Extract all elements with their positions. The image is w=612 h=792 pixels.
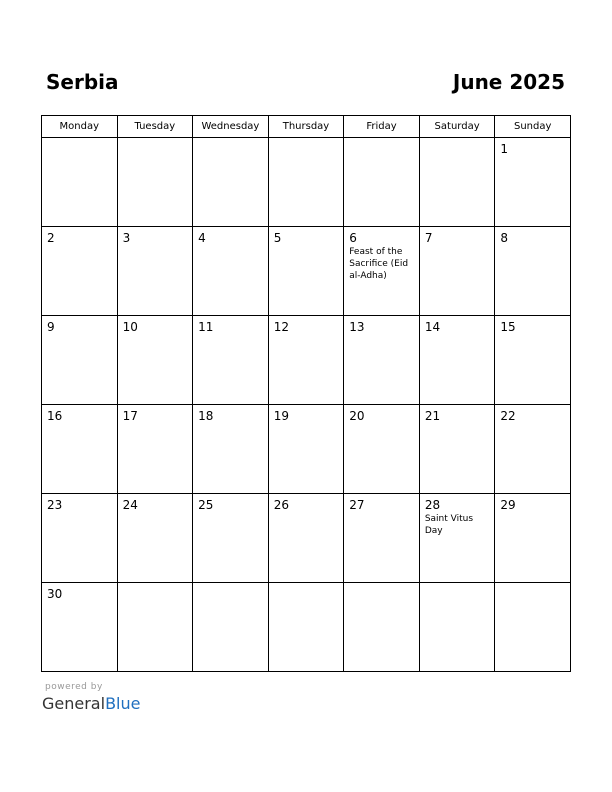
day-cell [344, 405, 420, 494]
country-title: Serbia [46, 70, 119, 94]
day-number: 21 [424, 409, 441, 423]
day-number: 17 [122, 409, 138, 423]
day-cell [419, 405, 495, 494]
week-row [42, 316, 571, 405]
day-cell [495, 316, 571, 405]
day-cell [419, 494, 495, 583]
day-cell [117, 405, 193, 494]
day-cell [117, 583, 193, 672]
day-number: 6 [349, 231, 357, 245]
weekday-tuesday: Tuesday [117, 116, 193, 138]
brand-blue-text: Blue [105, 694, 141, 713]
powered-by-label: powered by [45, 682, 103, 692]
day-cell [495, 138, 571, 227]
day-number: 13 [349, 320, 365, 334]
day-number: 27 [349, 498, 365, 512]
day-cell [42, 138, 118, 227]
month-title: June 2025 [452, 70, 565, 94]
day-cell [193, 316, 269, 405]
day-cell [419, 583, 495, 672]
weekday-header-row [42, 116, 571, 138]
holiday-label: Feast of the Sacrifice (Eid al-Adha) [349, 247, 409, 281]
day-number: 1 [500, 142, 509, 156]
day-number: 23 [47, 498, 63, 512]
day-number: 14 [424, 320, 441, 334]
generalblue-logo[interactable] [42, 694, 140, 713]
day-number: 12 [273, 320, 289, 334]
day-number: 10 [122, 320, 138, 334]
day-number: 30 [47, 587, 63, 601]
day-cell [495, 494, 571, 583]
day-cell [193, 405, 269, 494]
day-cell [495, 405, 571, 494]
day-number: 28 [424, 498, 441, 512]
day-number: 8 [500, 231, 509, 245]
day-cell [42, 316, 118, 405]
day-cell [117, 227, 193, 316]
week-row [42, 494, 571, 583]
weekday-monday: Monday [42, 116, 118, 138]
holiday-label: Saint Vitus Day [424, 514, 474, 536]
day-cell [495, 583, 571, 672]
week-row [42, 583, 571, 672]
day-number: 24 [122, 498, 138, 512]
day-cell [268, 138, 344, 227]
weekday-saturday: Saturday [419, 116, 495, 138]
day-number: 18 [198, 409, 214, 423]
day-number: 15 [500, 320, 516, 334]
day-number: 9 [47, 320, 55, 334]
day-number: 4 [198, 231, 206, 245]
day-cell [419, 227, 495, 316]
week-row [42, 405, 571, 494]
day-number: 3 [122, 231, 131, 245]
day-number: 19 [273, 409, 289, 423]
day-cell [42, 494, 118, 583]
day-number: 5 [273, 231, 282, 245]
day-cell [42, 583, 118, 672]
day-number: 16 [47, 409, 63, 423]
day-cell [268, 494, 344, 583]
day-number: 25 [198, 498, 214, 512]
day-number: 26 [273, 498, 289, 512]
day-cell [193, 583, 269, 672]
day-cell [268, 583, 344, 672]
day-cell [344, 316, 420, 405]
day-cell [193, 138, 269, 227]
calendar-grid [41, 115, 571, 672]
day-cell [117, 316, 193, 405]
day-cell [344, 494, 420, 583]
brand-general-text: General [42, 694, 106, 713]
weekday-wednesday: Wednesday [193, 116, 269, 138]
weekday-thursday: Thursday [268, 116, 344, 138]
day-cell [193, 227, 269, 316]
day-number: 11 [198, 320, 214, 334]
day-cell [268, 227, 344, 316]
day-cell [193, 494, 269, 583]
day-cell [344, 583, 420, 672]
day-number: 2 [47, 231, 55, 245]
day-cell [42, 405, 118, 494]
day-number: 7 [424, 231, 433, 245]
week-row [42, 227, 571, 316]
day-cell [117, 494, 193, 583]
day-cell [419, 138, 495, 227]
weekday-friday: Friday [344, 116, 420, 138]
day-cell [117, 138, 193, 227]
day-cell [268, 316, 344, 405]
day-cell [344, 227, 420, 316]
day-number: 22 [500, 409, 516, 423]
day-cell [344, 138, 420, 227]
day-cell [419, 316, 495, 405]
day-number: 20 [349, 409, 365, 423]
day-cell [268, 405, 344, 494]
day-number: 29 [500, 498, 516, 512]
weekday-sunday: Sunday [495, 116, 571, 138]
week-row [42, 138, 571, 227]
day-cell [495, 227, 571, 316]
day-cell [42, 227, 118, 316]
